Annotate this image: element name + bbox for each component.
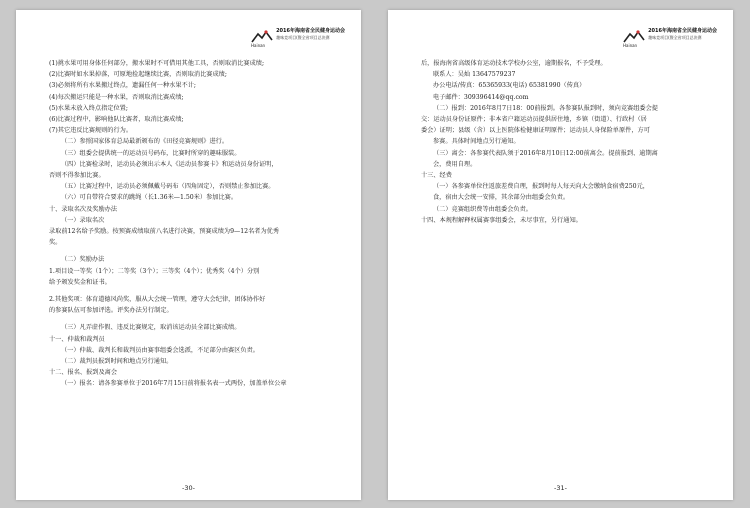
text-line: 录取前12名给予奖励。按预赛成绩取前八名进行决赛，预赛成绩为9—12名者为优秀 (49, 228, 280, 236)
page-number: -31- (554, 484, 567, 492)
right-page-body (421, 58, 711, 226)
text-line: 后，报海南省高级体育运动技术学校办公室，逾期报名，不予受理。 (421, 60, 607, 67)
text-line: （一）各参赛单位往返旅差费自理，报到时每人每天向大会缴纳食宿费250元， (433, 183, 649, 191)
svg-text:Hainan: Hainan (251, 43, 266, 48)
text-line: 十、录取名次及奖励办法 (49, 205, 118, 213)
text-line: （一）报名：请各参赛单位于2016年7月15日前将报名表一式两份，加盖单位公章 (61, 380, 287, 388)
text-line: （五）比赛过程中，运动员必须佩戴号码布（四角固定），否则禁止参加比赛。 (61, 183, 275, 191)
header-subtitle: 趣味竞项目(暨全省项目总决赛 (276, 35, 330, 40)
text-line: （三）离会：各参赛代表队须于2016年8月10日12:00前离会。提前报到、逾期离 (433, 149, 658, 157)
text-line: （二）奖励办法 (61, 256, 105, 264)
games-logo-icon (250, 28, 274, 48)
text-line: 参赛。具体时间地点另行通知。 (433, 138, 520, 146)
text-line: 否则不得参加比赛。 (49, 172, 105, 180)
header-subtitle: 趣味竞项目(暨全省项目总决赛 (648, 35, 702, 40)
right-page (388, 10, 733, 500)
svg-text:Hainan: Hainan (623, 43, 638, 48)
page-header (623, 28, 717, 48)
text-line: 十四、本规程解释权属赛事组委会，未尽事宜，另行通知。 (421, 216, 582, 224)
text-line: 办公电话/传真：65365933(电话) 65381990（传真） (433, 82, 586, 90)
text-line: 十一、仲裁和裁判员 (49, 335, 105, 343)
text-line: （二）参照国家体育总局最新颁布的《田径竞赛规则》进行。 (61, 138, 229, 146)
text-line: 食，宿由大会统一安排，其余部分由组委会负责。 (433, 194, 570, 202)
text-line: （三）组委会提供统一的运动员号码布，比赛时所穿的趣味服装。 (61, 149, 241, 157)
text-line: 联系人：吴灿 13647579237 (433, 71, 516, 79)
text-line: （二）报到：2016年8月7日18：00前报到。各参赛队报到时，须向竞赛组委会提 (433, 104, 658, 112)
text-line: (6)比赛过程中，影响他队比赛者，取消比赛成绩; (49, 116, 184, 124)
text-line: 1.项目设一等奖（1个）；二等奖（3个）；三等奖（4个）；优秀奖（4个）分别 (49, 267, 260, 275)
text-line: (4)每次搬运只能是一种水果，否则取消比赛成绩; (49, 93, 184, 101)
text-line: （三）凡弄虚作假、违反比赛规定，取消该运动员全部比赛成绩。 (61, 324, 241, 332)
text-line: 十二、报名、报到及离会 (49, 369, 118, 377)
text-line: (7)其它违反比赛规则的行为。 (49, 127, 133, 135)
text-line: （二）竞赛组织费等由组委会负责。 (433, 205, 532, 213)
text-line: (5)水果未放入终点指定位置; (49, 104, 128, 112)
text-line: 会，费用自理。 (433, 160, 477, 168)
text-line: 电子邮件：309396414@qq.com (433, 93, 529, 101)
text-line: 委会）证明；县级（含）以上医院体检健康证明原件；运动员人身保险单原件，方可 (421, 127, 650, 135)
text-line: 给予颁发奖金和证书。 (49, 278, 111, 286)
text-line: 十三、经费 (421, 172, 452, 180)
text-line: (2)比赛时如水果掉落，可原地捡起继续比赛，否则取消比赛成绩; (49, 71, 227, 79)
header-title: 2016年海南省全民健身运动会 (648, 28, 717, 34)
games-logo-icon (622, 28, 646, 48)
text-line: (1)挑水果可用身体任何部分，搬水果时不可借用其他工具，否则取消比赛成绩; (49, 60, 265, 67)
text-line: 交：运动员身份证原件；非本省户籍运动员提供居住地，乡镇（街道）、行政村（居 (421, 116, 647, 124)
left-page (16, 10, 361, 500)
text-line: （六）可自带符合要求的跳绳（长1.36米—1.50米）参加比赛。 (61, 194, 238, 202)
left-page-body (49, 58, 339, 390)
text-line: (3)必须将所有水果搬过终点，遗漏任何一种水果不计; (49, 82, 196, 90)
text-line: （二）裁判员报到时间和地点另行通知。 (61, 358, 173, 366)
text-line: （四）比赛检录时，运动员必须出示本人《运动员参赛卡》和运动员身份证明， (61, 160, 278, 168)
text-line: 2.其他奖项：体育道德风尚奖，服从大会统一管理，遵守大会纪律，团体协作好 (49, 296, 266, 304)
header-title: 2016年海南省全民健身运动会 (276, 28, 345, 34)
text-line: （一）仲裁、裁判长和裁判员由赛事组委会选派，不足部分由赛区负责。 (61, 346, 259, 354)
text-line: （一）录取名次 (61, 216, 105, 224)
text-line: 的参赛队伍可参加评选。评奖办法另行制定。 (49, 307, 173, 315)
page-header (251, 28, 345, 48)
page-number: -30- (182, 484, 195, 492)
text-line: 奖。 (49, 239, 62, 247)
